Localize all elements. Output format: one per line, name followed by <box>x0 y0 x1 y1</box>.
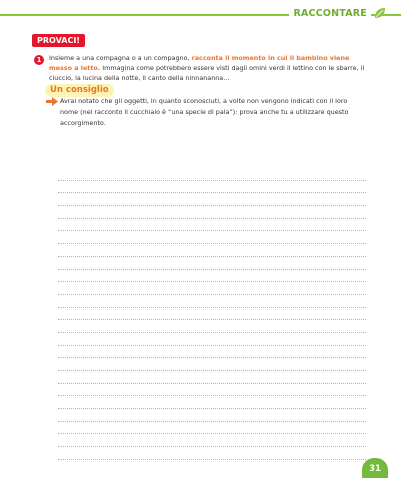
writing-line[interactable] <box>58 168 366 181</box>
writing-line[interactable] <box>58 384 366 397</box>
writing-line[interactable] <box>58 320 366 333</box>
leaf-icon <box>373 6 387 20</box>
writing-line[interactable] <box>58 282 366 295</box>
writing-line[interactable] <box>58 193 366 206</box>
arrow-right-icon <box>46 97 58 106</box>
writing-line[interactable] <box>58 358 366 371</box>
writing-line[interactable] <box>58 333 366 346</box>
writing-line[interactable] <box>58 434 366 447</box>
task-text-after: Immagina come potrebbero essere visti dagli omini verdi il lettino con le sbarre, il ciuccio, la lucina della notte, il canto della ninnananna… <box>49 64 365 83</box>
writing-line[interactable] <box>58 270 366 283</box>
writing-line[interactable] <box>58 447 366 460</box>
writing-line[interactable] <box>58 295 366 308</box>
writing-line[interactable] <box>58 371 366 384</box>
writing-line[interactable] <box>58 346 366 359</box>
writing-line[interactable] <box>58 396 366 409</box>
writing-line[interactable] <box>58 244 366 257</box>
task-number-badge: 1 <box>34 55 44 65</box>
consiglio-heading: Un consiglio <box>45 84 114 97</box>
writing-line[interactable] <box>58 181 366 194</box>
writing-line[interactable] <box>58 206 366 219</box>
writing-line[interactable] <box>58 257 366 270</box>
writing-line[interactable] <box>58 422 366 435</box>
provaci-badge: PROVACI! <box>32 34 85 47</box>
consiglio-text: Avrai notato che gli oggetti, in quanto sconosciuti, a volte non vengono indicati con il loro nome (nel racconto il cucchiaio è “una specie di pala”): prova anche tu a utilizzare questo accorgimento. <box>60 97 349 127</box>
writing-line[interactable] <box>58 219 366 232</box>
task-text-highlight: racconta il momento in cui il bambino viene messo a letto. <box>49 54 350 73</box>
section-title: RACCONTARE <box>289 8 371 19</box>
writing-line[interactable] <box>58 231 366 244</box>
writing-line[interactable] <box>58 308 366 321</box>
page-number: 31 <box>362 458 388 478</box>
writing-line[interactable] <box>58 409 366 422</box>
task-text-before: Insieme a una compagna o a un compagno, <box>49 54 192 62</box>
task-instruction <box>49 53 369 84</box>
writing-lines[interactable] <box>58 168 366 460</box>
